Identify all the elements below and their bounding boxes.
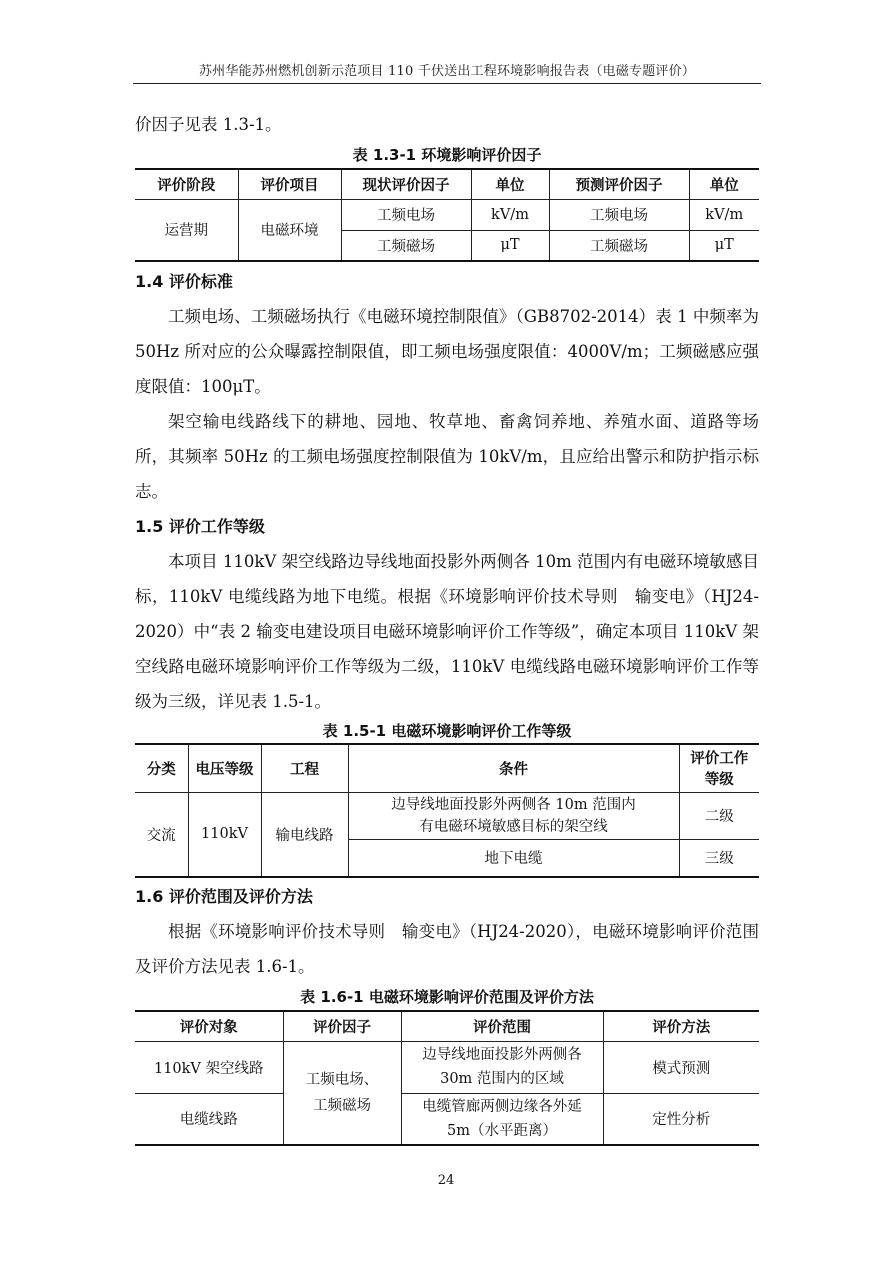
table-1-5-1 bbox=[135, 743, 759, 878]
method-cell: 定性分析 bbox=[603, 1093, 759, 1145]
table-1-6-1-caption: 表 1.6-1 电磁环境影响评价范围及评价方法 bbox=[300, 988, 594, 1006]
table-1-3-1-caption: 表 1.3-1 环境影响评价因子 bbox=[352, 146, 542, 164]
project-cell: 输电线路 bbox=[261, 792, 348, 877]
stage-cell: 运营期 bbox=[135, 199, 238, 261]
section-1-4-para-1: 工频电场、工频磁场执行《电磁环境控制限值》（GB8702-2014）表 1 中频率为 50Hz 所对应的公众曝露控制限值，即工频电场强度限值：4000V/m；工频磁感应强度限值：100μT。 bbox=[135, 307, 759, 396]
header-cell: 评价因子 bbox=[283, 1011, 401, 1041]
table-cell: 工频磁场 bbox=[341, 230, 471, 261]
factor-cell: 工频电场、工频磁场 bbox=[283, 1041, 401, 1145]
header-cell: 评价工作等级 bbox=[679, 744, 759, 792]
section-1-5-para-1: 本项目 110kV 架空线路边导线地面投影外两侧各 10m 范围内有电磁环境敏感目标，110kV 电缆线路为地下电缆。根据《环境影响评价技术导则 输变电》（HJ24-2020）中“表 2 输变电建设项目电磁环境影响评价工作等级”，确定本项目 110kV 架空线路电磁环境影响评价工作等级为二级，110kV 电缆线路电磁环境影响评价工作等级为三级，详见表 1.5-1。 bbox=[135, 552, 759, 711]
table-1-5-1-caption: 表 1.5-1 电磁环境影响评价工作等级 bbox=[322, 722, 572, 740]
item-cell: 电磁环境 bbox=[238, 199, 341, 261]
table-1-3-1 bbox=[135, 168, 759, 262]
table-cell: kV/m bbox=[689, 199, 759, 230]
header-cell: 现状评价因子 bbox=[341, 169, 471, 199]
section-1-6-para-1: 根据《环境影响评价技术导则 输变电》（HJ24-2020），电磁环境影响评价范围及评价方法见表 1.6-1。 bbox=[135, 922, 759, 976]
section-1-4-heading: 1.4 评价标准 bbox=[135, 272, 233, 291]
header-cell: 评价范围 bbox=[401, 1011, 603, 1041]
section-1-5-heading: 1.5 评价工作等级 bbox=[135, 517, 265, 536]
table-cell: 工频电场 bbox=[341, 199, 471, 230]
header-cell: 评价方法 bbox=[603, 1011, 759, 1041]
object-cell: 110kV 架空线路 bbox=[135, 1041, 283, 1093]
table-cell: μT bbox=[471, 230, 549, 261]
page-body bbox=[135, 108, 759, 1146]
header-cell: 电压等级 bbox=[188, 744, 261, 792]
object-cell: 电缆线路 bbox=[135, 1093, 283, 1145]
table-cell: μT bbox=[689, 230, 759, 261]
header-cell: 工程 bbox=[261, 744, 348, 792]
range-cell: 边导线地面投影外两侧各 30m 范围内的区域 bbox=[401, 1041, 603, 1093]
running-header: 苏州华能苏州燃机创新示范项目 110 千伏送出工程环境影响报告表（电磁专题评价） bbox=[198, 64, 696, 79]
header-cell: 单位 bbox=[689, 169, 759, 199]
section-1-4-para-2: 架空输电线路线下的耕地、园地、牧草地、畜禽饲养地、养殖水面、道路等场所，其频率 50Hz 的工频电场强度控制限值为 10kV/m，且应给出警示和防护指示标志。 bbox=[135, 412, 759, 501]
table-cell: kV/m bbox=[471, 199, 549, 230]
header-cell: 评价阶段 bbox=[135, 169, 238, 199]
section-1-6-heading: 1.6 评价范围及评价方法 bbox=[135, 887, 313, 906]
header-cell: 评价项目 bbox=[238, 169, 341, 199]
page-number: 24 bbox=[437, 1173, 455, 1188]
condition-cell: 地下电缆 bbox=[348, 839, 679, 877]
class-cell: 交流 bbox=[135, 792, 188, 877]
grade-cell: 三级 bbox=[679, 839, 759, 877]
intro-line: 价因子见表 1.3-1。 bbox=[135, 115, 282, 134]
table-cell: 工频磁场 bbox=[549, 230, 689, 261]
table-1-6-1 bbox=[135, 1010, 759, 1146]
table-cell: 工频电场 bbox=[549, 199, 689, 230]
range-cell: 电缆管廊两侧边缘各外延 5m（水平距离） bbox=[401, 1093, 603, 1145]
header-cell: 分类 bbox=[135, 744, 188, 792]
voltage-cell: 110kV bbox=[188, 792, 261, 877]
header-rule bbox=[133, 83, 761, 84]
grade-cell: 二级 bbox=[679, 792, 759, 839]
method-cell: 模式预测 bbox=[603, 1041, 759, 1093]
header-cell: 条件 bbox=[348, 744, 679, 792]
header-cell: 预测评价因子 bbox=[549, 169, 689, 199]
condition-cell: 边导线地面投影外两侧各 10m 范围内有电磁环境敏感目标的架空线 bbox=[348, 792, 679, 839]
header-cell: 单位 bbox=[471, 169, 549, 199]
header-cell: 评价对象 bbox=[135, 1011, 283, 1041]
